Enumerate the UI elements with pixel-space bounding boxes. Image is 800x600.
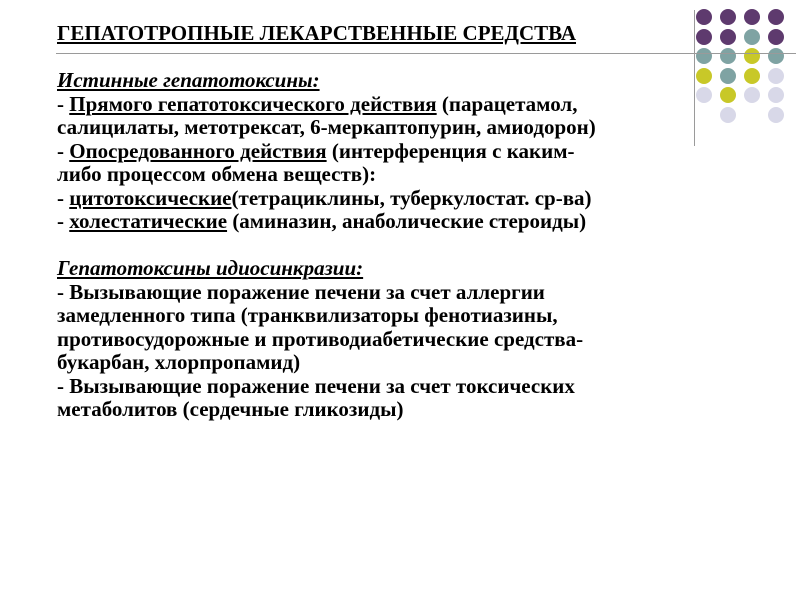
list-item-cytotoxic xyxy=(57,187,757,211)
item-text: (аминазин, анаболические стероиды) xyxy=(227,209,587,233)
list-item-toxic-metabolites-line-1: - Вызывающие поражение печени за счет токсических xyxy=(57,373,575,398)
list-item-allergy-line-3: противосудорожные и противодиабетические средства- xyxy=(57,326,584,351)
item-term-direct-action: Прямого гепатотоксического действия xyxy=(69,91,437,116)
item-prefix: - xyxy=(57,138,70,163)
item-prefix: - xyxy=(57,185,70,210)
spacer xyxy=(57,46,757,70)
decorative-dot xyxy=(768,68,784,84)
decorative-dot xyxy=(768,29,784,45)
item-term-cytotoxic: цитотоксические xyxy=(69,185,232,210)
item-text: (парацетамол, xyxy=(436,91,578,116)
spacer xyxy=(57,234,757,258)
list-item-allergy-line-1: - Вызывающие поражение печени за счет аллергии xyxy=(57,279,545,304)
list-item-cholestatic xyxy=(57,210,757,234)
list-item-toxic-metabolites-line-2: метаболитов (сердечные гликозиды) xyxy=(57,397,404,421)
list-item-allergy-line-4: букарбан, хлорпропамид) xyxy=(57,350,301,374)
list-item-direct-action xyxy=(57,93,757,117)
slide-title: ГЕПАТОТРОПНЫЕ ЛЕКАРСТВЕННЫЕ СРЕДСТВА xyxy=(57,21,577,45)
slide-content xyxy=(57,22,757,422)
item-term-cholestatic: холестатические xyxy=(69,209,228,233)
list-item-mediated-action xyxy=(57,140,757,164)
item-text: (тетрациклины, туберкулостат. ср-ва) xyxy=(231,185,592,210)
item-term-mediated-action: Опосредованного действия xyxy=(69,138,327,163)
decorative-dot xyxy=(768,107,784,123)
list-item-direct-action-continued: салицилаты, метотрексат, 6-меркаптопурин, амиодорон) xyxy=(57,115,596,139)
decorative-dot xyxy=(768,9,784,25)
section-heading-true-hepatotoxins: Истинные гепатотоксины: xyxy=(57,68,320,92)
list-item-mediated-action-continued: либо процессом обмена веществ): xyxy=(57,162,377,186)
item-prefix: - xyxy=(57,91,70,116)
list-item-allergy-line-2: замедленного типа (транквилизаторы фенотиазины, xyxy=(57,303,558,327)
section-heading-idiosyncrasy: Гепатотоксины идиосинкразии: xyxy=(57,256,364,280)
item-text: (интерференция с каким- xyxy=(326,138,575,163)
decorative-dot xyxy=(768,87,784,103)
decorative-dot xyxy=(768,48,784,64)
item-prefix: - xyxy=(57,209,70,233)
